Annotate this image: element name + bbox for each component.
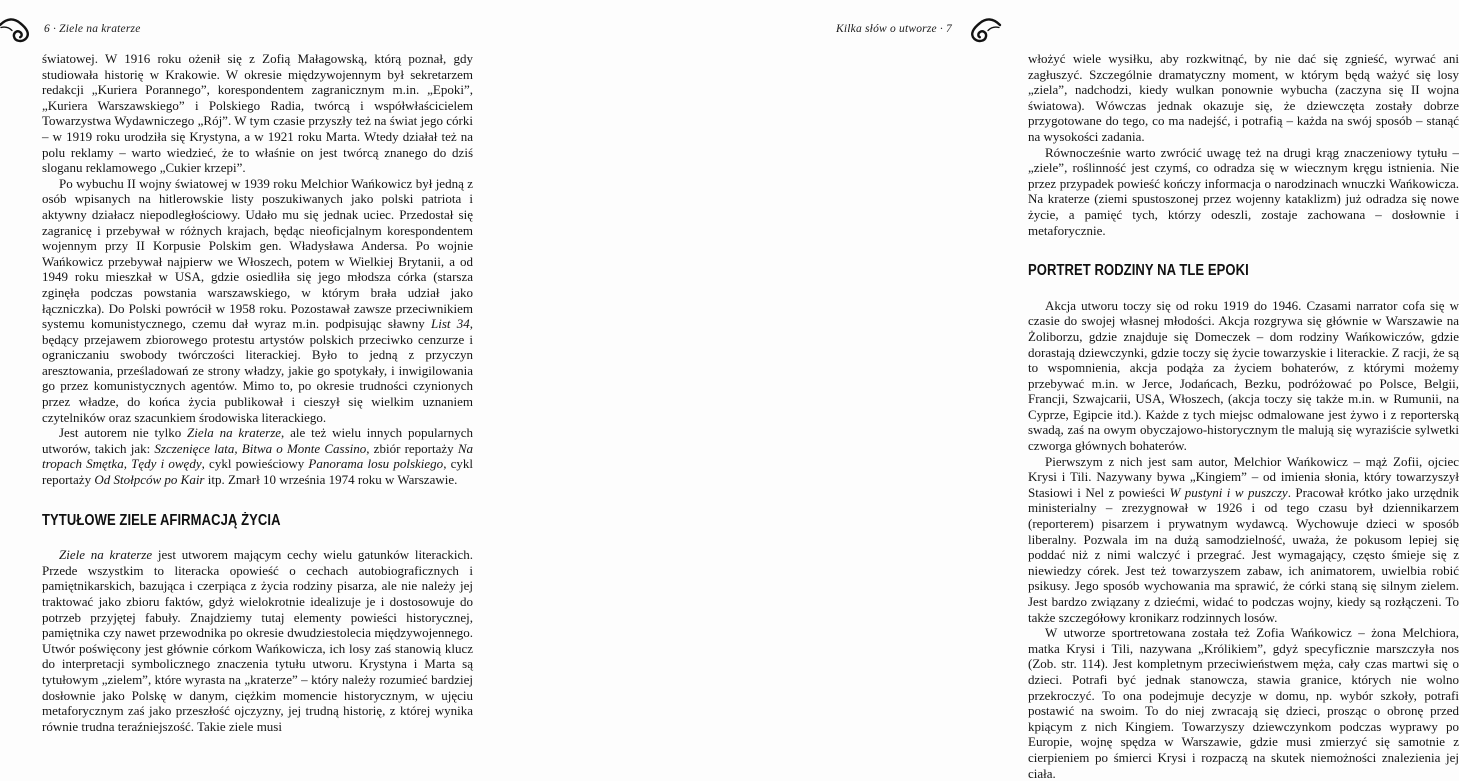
section-heading: TYTUŁOWE ZIELE AFIRMACJĄ ŻYCIA [42,511,281,529]
text-run: Jest autorem nie tylko [59,425,188,441]
paragraph [1028,454,1459,626]
text-run: , cykl reportaży [42,456,474,488]
text-run: Pierwszym z nich jest sam autor, Melchior Wańkowicz – mąż Zofii, ojciec Krysi i Tili. Nazywany bywa „Kingiem” – od imienia słonia, który towarzyszył Stasiowi i Nel z powieści [1028,453,1459,500]
text-run: jest utworem mającym cechy wielu gatunków literackich. Przede wszystkim to literacka opowieść o cechach autobiograficznych i pamiętnikarskich, bazująca i czerpiąca z życia rodziny pisarza, ale nie należy jej traktować jako zbioru faktów, gdyż wielokrotnie idealizuje je i dostosowuje do potrzeb przyjętej fabuły. Znajdziemy tutaj elementy powieści historycznej, pamiętnika czy nawet przewodnika po okresie dwudziestolecia międzywojennego. Utwór poświęcony jest głównie córkom Wańkowicza, ich losy zaś stanowią klucz do interpretacji symbolicznego znaczenia tytułu utworu. Krystyna i Marta są tytułowym „zielem”, które wyrasta na „kraterze” – który należy rozumieć bardziej dosłownie jako Polskę w danym, ciężkim momencie historycznym, w ujęciu metaforycznym zaś jako przeszłość ojczyzny, jej trudną historię, z której wynika równie trudna teraźniejszość. Takie ziele musi [42,547,474,734]
text-run: itp. Zmarł 10 września 1974 roku w Warszawie. [204,472,458,488]
text-run: Po wybuchu II wojny światowej w 1939 roku Melchior Wańkowicz był jedną z osób wpisanych na hitlerowskie listy poszukiwanych jako polski patriota i aktywny działacz niepodległościowy. Udało mu się jednak uciec. Przedostał się zagranicę i przebywał w różnych krajach, będąc nieoficjalnym korespondentem wojennym przy II Korpusie Polskim gen. Władysława Andersa. Po wojnie Wańkowicz przebywał najpierw we Włoszech, potem w Wielkiej Brytanii, a od 1949 roku mieszkał w USA, gdzie osiedliła się jego młodsza córka (starsza zginęła podczas powstania warszawskiego, w którym brała udział jako łączniczka). Do Polski powrócił w 1958 roku. Pozostawał zawsze przeciwnikiem systemu komunistycznego, czemu dał wyraz m.in. podpisując sławny [42,175,473,332]
italic-text-run: Od Stołpców po Kair [94,472,205,488]
italic-text-run: Szczenięce lata, Bitwa o Monte Cassino [154,440,367,456]
text-run: Akcja utworu toczy się od roku 1919 do 1946. Czasami narrator cofa się w czasie do swojej własnej młodości. Akcja rozgrywa się głównie w Warszawie na Żoliborzu, gdzie znajduje się Domeczek – dom rodziny Wańkowiczów, gdzie dorastają dziewczynki, gdzie toczy się życie towarzyskie i literackie. Z racji, że są to wspomnienia, akcja podąża za życiem bohaterów, z którymi możemy przebywać m.in. w Jerce, Jodańcach, Bezku, podróżować po Polsce, Belgii, Francji, Szwajcarii, USA, Włoszech, (akcja toczy się także m.in. w Rumunii, na Cyprze, Egipcie itd.). Każde z tych miejsc odmalowane jest żywo i z reporterską swadą, zaś na owym obyczajowo-historycznym tle malują się wyraziście sylwetki czworga głównych bohaterów. [1028,297,1459,454]
page-left [0,0,500,734]
paragraph [1028,51,1459,145]
italic-text-run: Na tropach Smętka, Tędy i owędy [42,440,473,472]
paragraph [42,425,473,487]
paragraph [42,51,473,176]
paragraph [42,176,473,426]
italic-text-run: W pustyni i w puszczy [1169,484,1288,500]
flourish-ornament-icon [0,17,40,45]
italic-text-run: Panorama losu polskiego [308,456,444,472]
page-right [500,0,1459,781]
italic-text-run: Ziela na kraterze [187,425,282,441]
text-run: Równocześnie warto zwrócić uwagę też na drugi krąg znaczeniowy tytułu – „ziele”, roślinność jest czymś, co odradza się w wiecznym kręgu istnienia. Nie przez przypadek powieść kończy informacja o narodzinach wnuczki Wańkowicza. Na kraterze (ziemi spustoszonej przez wojenny kataklizm) już odradza się nowe życie, a pamięć tych, którzy odeszli, zostaje zachowana – dosłownie i metaforycznie. [1028,144,1459,238]
text-run: W utworze sportretowana została też Zofia Wańkowicz – żona Melchiora, matka Krysi i Tili, nazywana „Królikiem”, gdyż specyficznie marszczyła nos (Zob. str. 114). Jest kompletnym przeciwieństwem męża, cały czas martwi się o dzieci. Potrafi być jednak stanowcza, stawia granice, których nie wolno przekroczyć. To ona podejmuje decyzje w domu, np. wybór szkoły, potrafi postawić na swoim. To do niej zwracają się dzieci, prosząc o obronę przed kpiącym z nich Kingiem. Towarzyszy dziewczynkom podczas wyprawy po Europie, wojnę spędza w Warszawie, gdzie musi zmierzyć się samotnie z cierpieniem po śmierci Krysi i rozpaczą na skutek niemożności znalezienia jej ciała. [1028,625,1459,781]
text-run: włożyć wiele wysiłku, aby rozkwitnąć, by nie dać się zgnieść, wyrwać ani zagłuszyć. Szczególnie dramatyczny moment, w którym będą ważyć się losy „ziela”, nadchodzi, kiedy wulkan ponownie wybucha (zaczyna się II wojna światowa). Wówczas jednak okazuje się, że dziewczęta zostały dobrze przygotowane do tego, co ma nadejść, i potrafią – każda na swój sposób – stanąć na wysokości zadania. [1028,51,1459,144]
running-head-right: Kilka słów o utworze · 7 [836,23,952,35]
flourish-ornament-icon [960,17,1000,45]
italic-text-run: Ziele na kraterze [59,547,153,563]
section-heading: PORTRET RODZINY NA TLE EPOKI [1028,262,1249,280]
paragraph [42,547,473,734]
right-text-column [1028,51,1459,781]
running-head-left: 6 · Ziele na kraterze [44,23,141,35]
left-text-column [42,51,473,734]
text-run: , ale też wielu innych popularnych utworów, takich jak: [42,425,473,456]
paragraph [1028,145,1459,239]
text-run: światowej. W 1916 roku ożenił się z Zofią Małagowską, którą poznał, gdy studiowała historię w Krakowie. W okresie międzywojennym był sekretarzem redakcji „Kuriera Porannego”, korespondentem zagranicznym m.in. „Epoki”, „Kuriera Warszawskiego” i Polskiego Radia, twórcą i współwłaścicielem Towarzystwa Wydawniczego „Rój”. W tym czasie przyszły też na świat jego córki – w 1919 roku urodziła się Krystyna, a w 1921 roku Marta. Wtedy działał też na polu reklamy – warto wiedzieć, że to właśnie on jest twórcą znanego do dziś sloganu reklamowego „Cukier krzepi”. [42,51,473,176]
text-run: , zbiór reportaży [366,440,458,456]
italic-text-run: List 34 [430,316,470,332]
text-run: , będący przejawem zbiorowego protestu artystów polskich przeciwko cenzurze i ograniczaniu swobody twórczości literackiej. Było to jedną z przyczyn aresztowania, prześladowań ze strony władzy, jakie go spotykały, i inwigilowania go przez komunistycznych agentów. Mimo to, po okresie trudności czynionych przez władze, do końca życia publikował i cieszył się wielkim uznaniem czytelników oraz szacunkiem środowiska literackiego. [42,316,473,425]
text-run: . Pracował krótko jako urzędnik ministerialny – zrezygnował w 1926 i od tego czasu był dziennikarzem (reporterem) pisarzem i prywatnym wydawcą. Wychowuje dzieci w sposób liberalny. Pozwala im na dużą samodzielność, uważa, że pokusom lepiej się poddać niż z nimi walczyć i przegrać. Jest wymagający, często śmieje się z niewiedzy córek. Jest też towarzyszem zabaw, ich animatorem, uwielbia robić psikusy. Jego sposób wychowania ma sprawić, że córki staną się silnym zielem. Jest bardzo związany z dziećmi, widać to podczas wojny, kiedy są rozłączeni. To także szczegółowy kronikarz rodzinnych losów. [1028,484,1459,625]
paragraph [1028,298,1459,454]
paragraph [1028,625,1459,781]
text-run: , cykl powieściowy [201,456,309,472]
